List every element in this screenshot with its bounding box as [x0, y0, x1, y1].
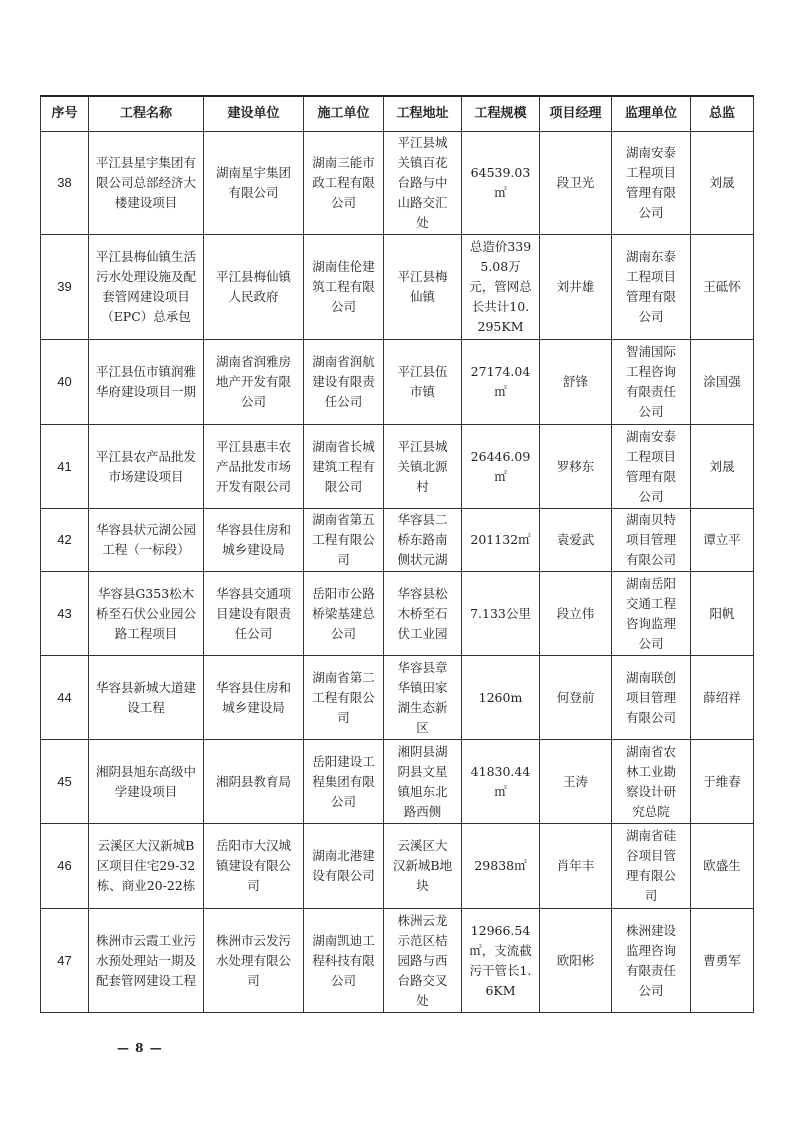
table-row: [41, 656, 754, 740]
table-row: [41, 235, 754, 340]
table-row: [41, 509, 754, 572]
cell-address: 株洲云龙示范区桔园路与西台路交叉处: [384, 909, 462, 1013]
cell-no: 47: [41, 909, 89, 1013]
cell-project-name: 云溪区大汉新城B区项目住宅29-32栋、商业20-22栋: [89, 824, 204, 909]
cell-manager: 段立伟: [540, 572, 612, 656]
cell-owner: 平江县惠丰农产品批发市场开发有限公司: [204, 425, 304, 509]
cell-supervisor: 湖南岳阳交通工程咨询监理公司: [612, 572, 691, 656]
cell-owner: 湖南星宇集团有限公司: [204, 132, 304, 235]
cell-no: 45: [41, 740, 89, 824]
cell-chief: 涂国强: [691, 340, 754, 425]
table-row: [41, 340, 754, 425]
cell-builder: 湖南省第五工程有限公司: [304, 509, 384, 572]
cell-chief: 于维春: [691, 740, 754, 824]
cell-chief: 曹勇军: [691, 909, 754, 1013]
cell-scale: 29838㎡: [462, 824, 540, 909]
table-row: [41, 572, 754, 656]
cell-scale: 201132㎡: [462, 509, 540, 572]
cell-address: 平江县伍市镇: [384, 340, 462, 425]
cell-builder: 湖南凯迪工程科技有限公司: [304, 909, 384, 1013]
cell-no: 40: [41, 340, 89, 425]
cell-builder: 岳阳建设工程集团有限公司: [304, 740, 384, 824]
cell-manager: 段卫光: [540, 132, 612, 235]
cell-address: 平江县城关镇百花台路与中山路交汇处: [384, 132, 462, 235]
page-number: — 8 —: [117, 1041, 163, 1055]
table-row: [41, 425, 754, 509]
table-row: [41, 824, 754, 909]
cell-supervisor: 湖南安泰工程项目管理有限公司: [612, 132, 691, 235]
cell-scale: 64539.03㎡: [462, 132, 540, 235]
cell-supervisor: 湖南省硅谷项目管理有限公司: [612, 824, 691, 909]
cell-scale: 12966.54㎡，支流截污干管长1.6KM: [462, 909, 540, 1013]
cell-project-name: 平江县星宇集团有限公司总部经济大楼建设项目: [89, 132, 204, 235]
cell-project-name: 平江县梅仙镇生活污水处理设施及配套管网建设项目（EPC）总承包: [89, 235, 204, 340]
cell-supervisor: 湖南安泰工程项目管理有限公司: [612, 425, 691, 509]
cell-scale: 7.133公里: [462, 572, 540, 656]
cell-address: 云溪区大汉新城B地块: [384, 824, 462, 909]
cell-project-name: 株洲市云霞工业污水预处理站一期及配套管网建设工程: [89, 909, 204, 1013]
cell-no: 43: [41, 572, 89, 656]
cell-no: 44: [41, 656, 89, 740]
cell-manager: 肖年丰: [540, 824, 612, 909]
cell-project-name: 平江县农产品批发市场建设项目: [89, 425, 204, 509]
table-row: [41, 740, 754, 824]
cell-chief: 刘晟: [691, 132, 754, 235]
cell-builder: 岳阳市公路桥梁基建总公司: [304, 572, 384, 656]
cell-chief: 刘晟: [691, 425, 754, 509]
table-row: [41, 909, 754, 1013]
cell-owner: 湖南省润雅房地产开发有限公司: [204, 340, 304, 425]
cell-no: 42: [41, 509, 89, 572]
cell-builder: 湖南北港建设有限公司: [304, 824, 384, 909]
header-builder: 施工单位: [304, 96, 384, 132]
cell-address: 湘阴县湖阴县文星镇旭东北路西侧: [384, 740, 462, 824]
cell-owner: 岳阳市大汉城镇建设有限公司: [204, 824, 304, 909]
cell-builder: 湖南省长城建筑工程有限公司: [304, 425, 384, 509]
cell-owner: 株洲市云发污水处理有限公司: [204, 909, 304, 1013]
cell-no: 46: [41, 824, 89, 909]
cell-owner: 华容县住房和城乡建设局: [204, 656, 304, 740]
header-project-name: 工程名称: [89, 96, 204, 132]
cell-chief: 王砥怀: [691, 235, 754, 340]
cell-builder: 湖南省润航建设有限责任公司: [304, 340, 384, 425]
cell-owner: 华容县交通项目建设有限责任公司: [204, 572, 304, 656]
cell-builder: 湖南三能市政工程有限公司: [304, 132, 384, 235]
header-manager: 项目经理: [540, 96, 612, 132]
header-no: 序号: [41, 96, 89, 132]
cell-chief: 欧盛生: [691, 824, 754, 909]
cell-address: 平江县梅仙镇: [384, 235, 462, 340]
cell-address: 华容县松木桥至石伏工业园: [384, 572, 462, 656]
cell-owner: 平江县梅仙镇人民政府: [204, 235, 304, 340]
cell-project-name: 华容县新城大道建设工程: [89, 656, 204, 740]
cell-manager: 舒锋: [540, 340, 612, 425]
header-address: 工程地址: [384, 96, 462, 132]
project-table: [40, 95, 754, 1013]
cell-chief: 薛绍祥: [691, 656, 754, 740]
table-row: [41, 132, 754, 235]
cell-supervisor: 湖南省农林工业勘察设计研究总院: [612, 740, 691, 824]
cell-builder: 湖南佳伦建筑工程有限公司: [304, 235, 384, 340]
header-owner: 建设单位: [204, 96, 304, 132]
cell-manager: 欧阳彬: [540, 909, 612, 1013]
cell-supervisor: 株洲建设监理咨询有限责任公司: [612, 909, 691, 1013]
cell-project-name: 平江县伍市镇润雅华府建设项目一期: [89, 340, 204, 425]
cell-chief: 阳帆: [691, 572, 754, 656]
cell-address: 平江县城关镇北源村: [384, 425, 462, 509]
cell-owner: 湘阴县教育局: [204, 740, 304, 824]
cell-manager: 王涛: [540, 740, 612, 824]
cell-supervisor: 湖南东泰工程项目管理有限公司: [612, 235, 691, 340]
cell-project-name: 华容县G353松木桥至石伏公业园公路工程项目: [89, 572, 204, 656]
cell-chief: 谭立平: [691, 509, 754, 572]
cell-no: 39: [41, 235, 89, 340]
header-chief: 总监: [691, 96, 754, 132]
cell-address: 华容县章华镇田家湖生态新区: [384, 656, 462, 740]
cell-manager: 何登前: [540, 656, 612, 740]
cell-owner: 华容县住房和城乡建设局: [204, 509, 304, 572]
cell-project-name: 湘阴县旭东高级中学建设项目: [89, 740, 204, 824]
cell-manager: 罗移东: [540, 425, 612, 509]
cell-manager: 刘井雄: [540, 235, 612, 340]
cell-scale: 总造价3395.08万元，管网总长共计10.295KM: [462, 235, 540, 340]
cell-no: 38: [41, 132, 89, 235]
cell-no: 41: [41, 425, 89, 509]
cell-scale: 27174.04㎡: [462, 340, 540, 425]
header-row: [41, 96, 754, 132]
cell-scale: 1260m: [462, 656, 540, 740]
cell-project-name: 华容县状元湖公园工程（一标段）: [89, 509, 204, 572]
header-scale: 工程规模: [462, 96, 540, 132]
cell-supervisor: 湖南贝特项目管理有限公司: [612, 509, 691, 572]
cell-manager: 袁爱武: [540, 509, 612, 572]
cell-scale: 41830.44㎡: [462, 740, 540, 824]
cell-scale: 26446.09㎡: [462, 425, 540, 509]
cell-address: 华容县二桥东路南侧状元湖: [384, 509, 462, 572]
cell-supervisor: 智浦国际工程咨询有限责任公司: [612, 340, 691, 425]
header-supervisor: 监理单位: [612, 96, 691, 132]
cell-supervisor: 湖南联创项目管理有限公司: [612, 656, 691, 740]
cell-builder: 湖南省第二工程有限公司: [304, 656, 384, 740]
